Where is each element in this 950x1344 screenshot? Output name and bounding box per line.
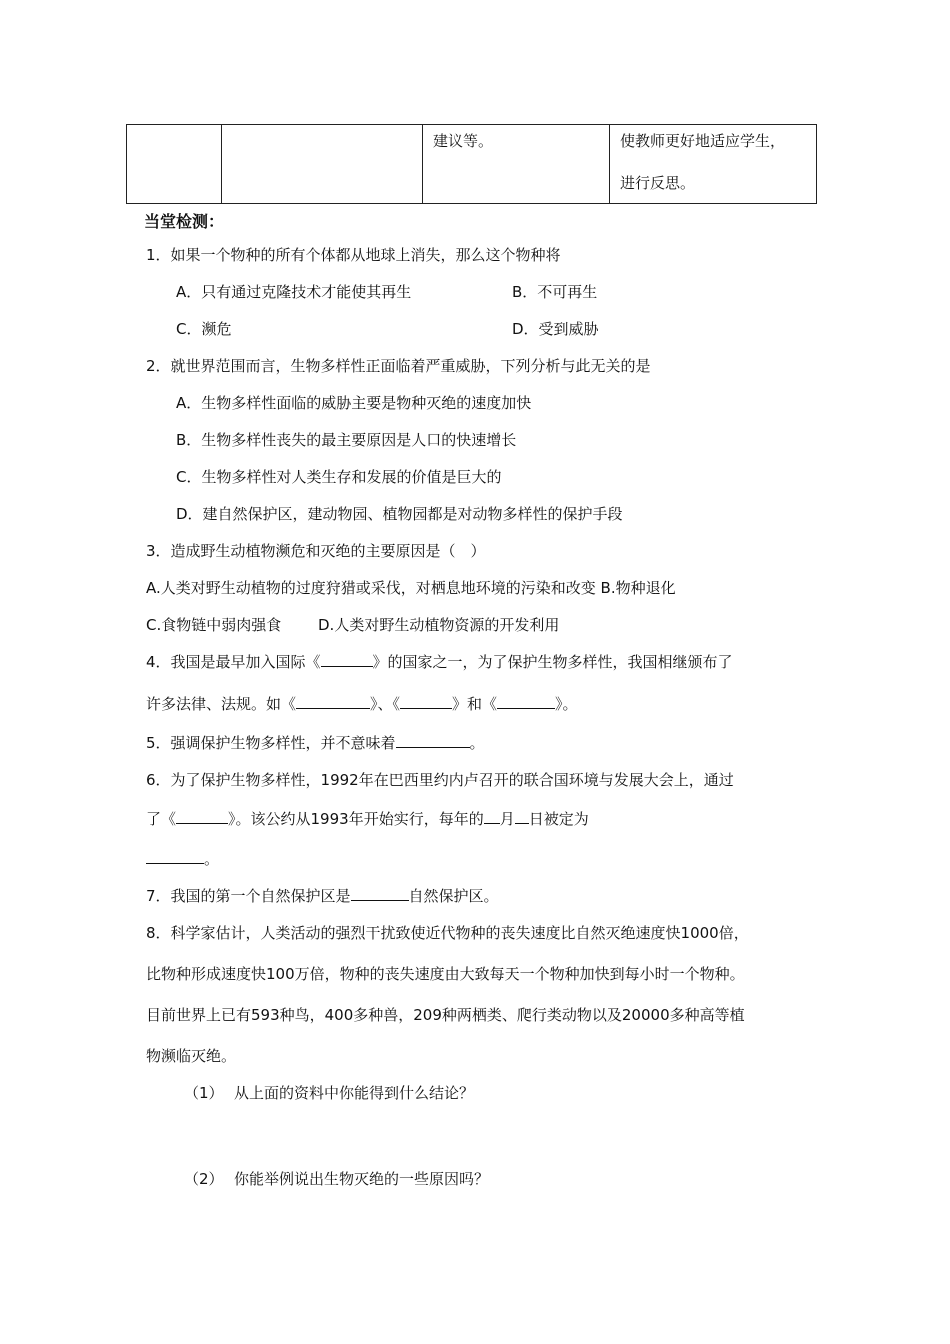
q4-line2 [146, 693, 578, 714]
q8-sub1-question: 从上面的资料中你能得到什么结论？ [234, 1084, 475, 1102]
q8-sub2-number: （2） [184, 1170, 224, 1188]
q1-option-c: C．濒危 [176, 320, 232, 338]
q4-blank-1[interactable] [321, 652, 373, 667]
table-cell-4 [610, 125, 817, 204]
table-cell-1 [127, 125, 222, 204]
q6-text-4: 日被定为 [528, 810, 589, 828]
q7-blank[interactable] [351, 886, 409, 901]
top-table [126, 124, 817, 204]
q4-text-3: 许多法律、法规。如《 [146, 695, 297, 713]
q2-option-b: B．生物多样性丧失的最主要原因是人口的快速增长 [176, 431, 517, 449]
q6-blank-1[interactable] [176, 809, 228, 824]
q8-line4: 物濒临灭绝。 [146, 1047, 237, 1065]
q5-line [146, 732, 485, 753]
q4-text-4: 》、《 [370, 695, 401, 713]
q7-text-2: 自然保护区。 [408, 887, 499, 905]
q6-blank-2[interactable] [146, 849, 204, 864]
q6-blank-month[interactable] [484, 809, 500, 824]
q4-blank-2[interactable] [296, 694, 370, 709]
q8-line3: 目前世界上已有593种鸟，400多种兽，209种两栖类、爬行类动物以及20000多种高等植 [146, 1006, 745, 1024]
q6-text-3: 月 [499, 810, 515, 828]
q8-line1: 8．科学家估计，人类活动的强烈干扰致使近代物种的丧失速度比自然灭绝速度快1000倍， [146, 924, 749, 942]
q6-line1: 6．为了保护生物多样性，1992年在巴西里约内卢召开的联合国环境与发展大会上，通过 [146, 771, 734, 789]
q5-text-1: 5．强调保护生物多样性，并不意味着 [146, 734, 396, 752]
q4-text-5: 》和《 [452, 695, 498, 713]
q3-stem: 3．造成野生动植物濒危和灭绝的主要原因是（ ） [146, 542, 486, 560]
q6-line3 [146, 848, 219, 869]
q2-option-c: C．生物多样性对人类生存和发展的价值是巨大的 [176, 468, 502, 486]
q1-stem: 1．如果一个物种的所有个体都从地球上消失，那么这个物种将 [146, 246, 561, 264]
table-cell-3 [423, 125, 610, 204]
q1-option-d: D．受到威胁 [512, 320, 599, 338]
q8-sub2-question: 你能举例说出生物灭绝的一些原因吗？ [234, 1170, 490, 1188]
table-cell-4-line1: 使教师更好地适应学生， [620, 132, 786, 150]
q3-option-d: D.人类对野生动植物资源的开发利用 [318, 616, 560, 634]
q1-option-b: B．不可再生 [512, 283, 598, 301]
q6-blank-day[interactable] [515, 809, 529, 824]
q1-option-a: A．只有通过克隆技术才能使其再生 [176, 283, 412, 301]
q2-option-a: A．生物多样性面临的威胁主要是物种灭绝的速度加快 [176, 394, 532, 412]
q3-options-ab: A.人类对野生动植物的过度狩猎或采伐，对栖息地环境的污染和改变 B.物种退化 [146, 579, 676, 597]
q7-text-1: 7．我国的第一个自然保护区是 [146, 887, 351, 905]
section-title: 当堂检测： [144, 212, 225, 231]
q6-line2 [146, 808, 589, 829]
q3-option-c: C.食物链中弱肉强食 [146, 616, 282, 634]
q6-text-5: 。 [204, 850, 220, 868]
q2-stem: 2．就世界范围而言，生物多样性正面临着严重威胁，下列分析与此无关的是 [146, 357, 651, 375]
q4-text-1: 4．我国是最早加入国际《 [146, 653, 321, 671]
q5-text-2: 。 [469, 734, 485, 752]
q8-sub1-number: （1） [184, 1084, 224, 1102]
q7-line [146, 885, 499, 906]
table-cell-3-text: 建议等。 [433, 132, 494, 150]
q8-line2: 比物种形成速度快100万倍，物种的丧失速度由大致每天一个物种加快到每小时一个物种。 [146, 965, 745, 983]
q4-blank-3[interactable] [400, 694, 452, 709]
q5-blank[interactable] [396, 733, 470, 748]
q4-text-2: 》的国家之一，为了保护生物多样性，我国相继颁布了 [372, 653, 733, 671]
q2-option-d: D．建自然保护区，建动物园、植物园都是对动物多样性的保护手段 [176, 505, 623, 523]
q6-text-2: 》。该公约从1993年开始实行，每年的 [228, 810, 484, 828]
q4-text-6: 》。 [555, 695, 578, 713]
q6-text-1: 了《 [146, 810, 177, 828]
q4-line1 [146, 651, 733, 672]
table-cell-4-line2: 进行反思。 [620, 174, 696, 192]
q4-blank-4[interactable] [497, 694, 555, 709]
table-cell-2 [222, 125, 423, 204]
